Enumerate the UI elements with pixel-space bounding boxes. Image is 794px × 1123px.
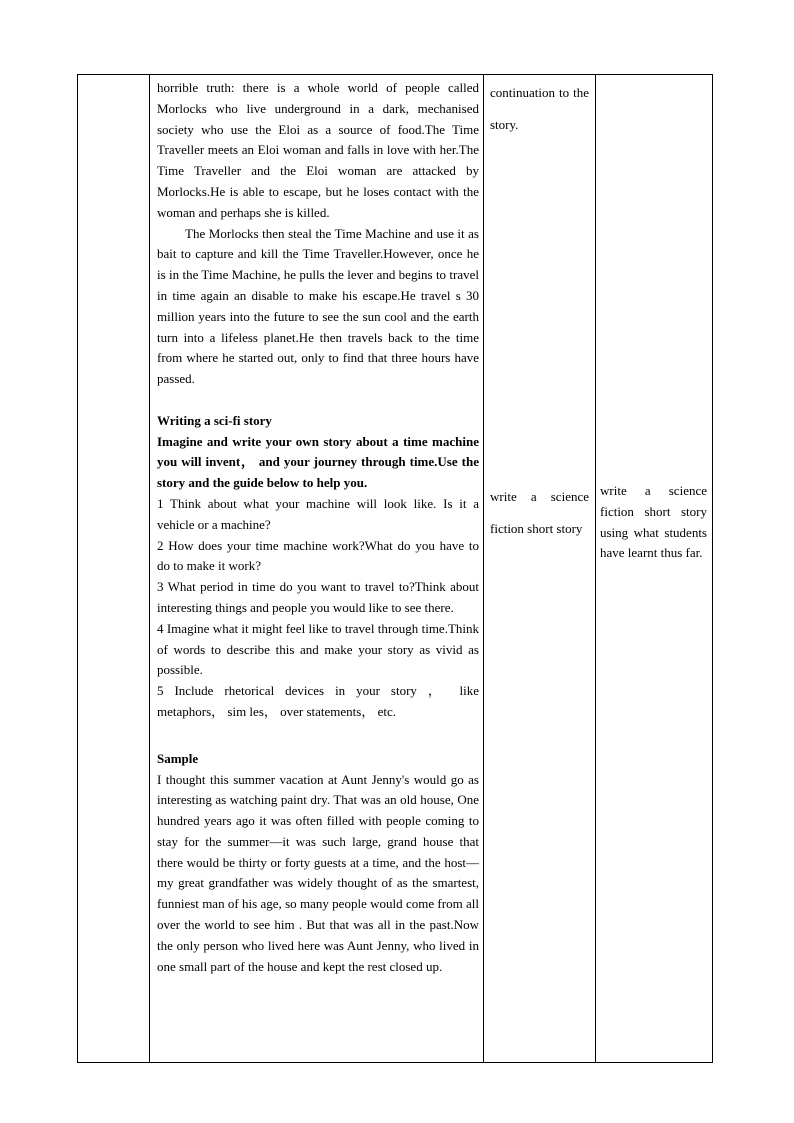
guide-item-1: 1 Think about what your machine will look like. Is it a vehicle or a machine? (157, 495, 479, 532)
story-paragraph-2: The Morlocks then steal the Time Machine and use it as bait to capture and kill the Time Traveller.However, once he is in the Time Machine, he pulls the lever and begins to travel in time again an disable to make his escape.He travel s 30 million years into the future to see the sun cool and the earth turn into a lifeless planet.He then travels back to the time from where he started out, only to find that three hours have passed. (157, 225, 479, 387)
lesson-plan-table (77, 74, 713, 1063)
spacer (157, 390, 479, 411)
guide-item-5: 5 Include rhetorical devices in your story ， like metaphors， sim les， over statements， etc. (157, 683, 479, 719)
spacer (157, 723, 479, 749)
guide-item-2: 2 How does your time machine work?What do you have to do to make it work? (157, 537, 479, 574)
column-divider-2 (483, 75, 484, 1062)
column-divider-1 (149, 75, 150, 1062)
purpose-text: write a science fiction short story using what students have learnt thus far. (600, 483, 707, 561)
column-divider-3 (595, 75, 596, 1062)
sample-heading: Sample (157, 750, 199, 766)
writing-prompt: Imagine and write your own story about a time machine you will invent， and your journey through time.Use the story and the guide below to help you. (157, 433, 479, 491)
sample-text: I thought this summer vacation at Aunt Jenny's would go as interesting as watching paint dry. That was an old house, One hundred years ago it was often filled with people coming to stay for the summer—it was such large, grand house that there would be thirty or forty guests at a time, and the host—my great grandfather was widely thought of as the smartest, funniest man of his age, so many people would come from all over the world to see him . But that was all in the past.Now the only person who lived here was Aunt Jenny, who lived in one small part of the house and kept the rest closed up. (157, 771, 479, 974)
teaching-content-cell (157, 75, 480, 977)
activity-write-story: write a science fiction short story (490, 489, 589, 536)
story-paragraph-1: horrible truth: there is a whole world of people called Morlocks who live underground in a dark, mechanised society who use the Eloi as a source of food.The Time Traveller meets an Eloi woman and falls in love with her.The Time Traveller and the Eloi woman are attacked by Morlocks.He is able to escape, but he loses contact with the woman and perhaps she is killed. (157, 80, 479, 220)
guide-item-4: 4 Imagine what it might feel like to travel through time.Think of words to describe this and make your story as vivid as possible. (157, 620, 479, 678)
activity-continuation: continuation to the story. (490, 85, 589, 132)
writing-heading: Writing a sci-fi story (157, 412, 272, 428)
guide-item-3: 3 What period in time do you want to travel to?Think about interesting things and people you would like to see there. (157, 579, 479, 615)
